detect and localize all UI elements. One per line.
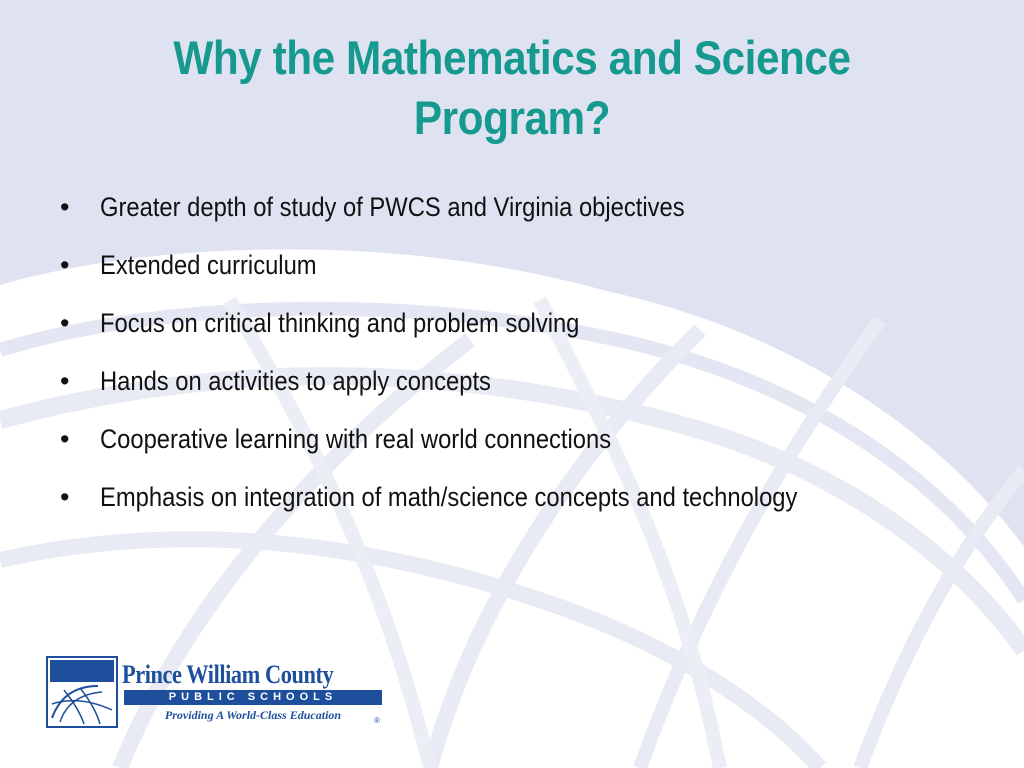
bullet-text: Greater depth of study of PWCS and Virginia objectives (100, 192, 685, 222)
bullet-item (56, 424, 976, 482)
bullet-marker: • (60, 192, 70, 222)
bullet-list (56, 192, 976, 540)
bullet-item (56, 192, 976, 250)
bullet-item (56, 482, 976, 540)
globe-logo-icon (46, 656, 118, 728)
slide-title: Why the Mathematics and Science Program? (173, 31, 851, 144)
pwcs-logo (46, 656, 386, 728)
bullet-text: Hands on activities to apply concepts (100, 366, 491, 396)
logo-tagline: Providing A World-Class Education (164, 708, 342, 722)
bullet-marker: • (60, 424, 70, 454)
logo-subtitle: PUBLIC SCHOOLS (124, 690, 382, 705)
bullet-text: Cooperative learning with real world connections (100, 424, 612, 454)
bullet-item (56, 366, 976, 424)
bullet-text: Focus on critical thinking and problem solving (100, 308, 580, 338)
logo-name: Prince William County (122, 660, 334, 689)
bullet-text: Extended curriculum (100, 250, 317, 280)
bullet-marker: • (60, 250, 70, 280)
registered-mark: ® (374, 716, 380, 725)
bullet-item (56, 250, 976, 308)
bullet-marker: • (60, 308, 70, 338)
bullet-text: Emphasis on integration of math/science concepts and technology (100, 482, 798, 512)
bullet-marker: • (60, 482, 70, 512)
bullet-item (56, 308, 976, 366)
bullet-marker: • (60, 366, 70, 396)
